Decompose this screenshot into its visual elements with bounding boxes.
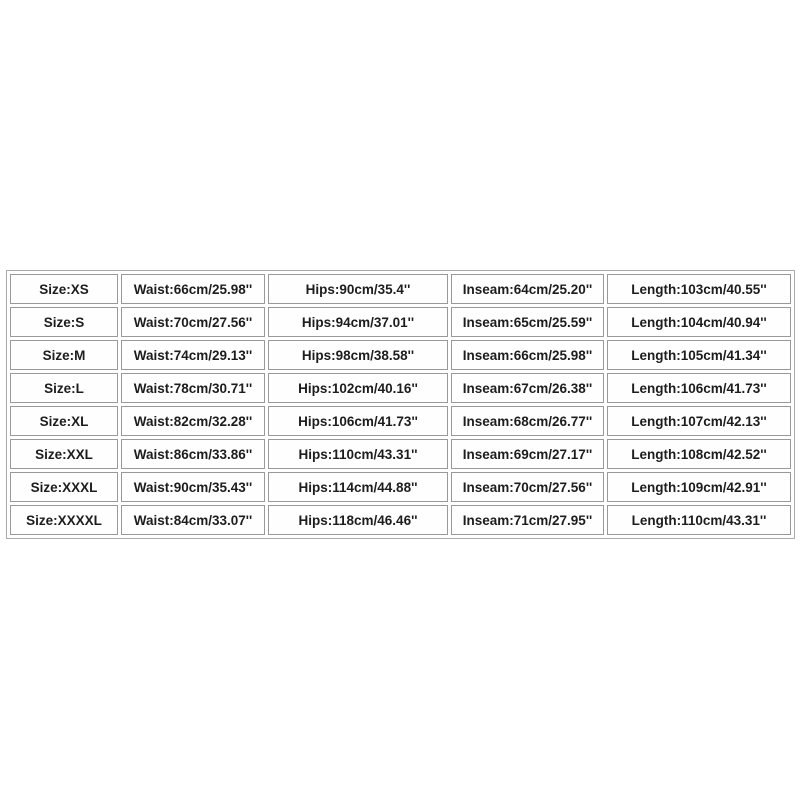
table-row — [10, 505, 791, 535]
table-row — [10, 373, 791, 403]
waist-cell: Waist:74cm/29.13'' — [121, 340, 265, 370]
table-row — [10, 439, 791, 469]
waist-cell: Waist:66cm/25.98'' — [121, 274, 265, 304]
length-cell: Length:109cm/42.91'' — [607, 472, 791, 502]
length-cell: Length:105cm/41.34'' — [607, 340, 791, 370]
waist-cell: Waist:70cm/27.56'' — [121, 307, 265, 337]
length-cell: Length:108cm/42.52'' — [607, 439, 791, 469]
inseam-cell: Inseam:69cm/27.17'' — [451, 439, 604, 469]
size-cell: Size:XXL — [10, 439, 118, 469]
length-cell: Length:110cm/43.31'' — [607, 505, 791, 535]
hips-cell: Hips:102cm/40.16'' — [268, 373, 448, 403]
size-cell: Size:L — [10, 373, 118, 403]
size-chart-table — [6, 270, 795, 539]
length-cell: Length:107cm/42.13'' — [607, 406, 791, 436]
hips-cell: Hips:118cm/46.46'' — [268, 505, 448, 535]
hips-cell: Hips:110cm/43.31'' — [268, 439, 448, 469]
table-row — [10, 406, 791, 436]
hips-cell: Hips:94cm/37.01'' — [268, 307, 448, 337]
waist-cell: Waist:82cm/32.28'' — [121, 406, 265, 436]
inseam-cell: Inseam:70cm/27.56'' — [451, 472, 604, 502]
hips-cell: Hips:106cm/41.73'' — [268, 406, 448, 436]
waist-cell: Waist:84cm/33.07'' — [121, 505, 265, 535]
table-row — [10, 307, 791, 337]
inseam-cell: Inseam:68cm/26.77'' — [451, 406, 604, 436]
waist-cell: Waist:78cm/30.71'' — [121, 373, 265, 403]
length-cell: Length:104cm/40.94'' — [607, 307, 791, 337]
inseam-cell: Inseam:67cm/26.38'' — [451, 373, 604, 403]
inseam-cell: Inseam:64cm/25.20'' — [451, 274, 604, 304]
hips-cell: Hips:98cm/38.58'' — [268, 340, 448, 370]
length-cell: Length:106cm/41.73'' — [607, 373, 791, 403]
size-cell: Size:XXXXL — [10, 505, 118, 535]
table-row — [10, 340, 791, 370]
inseam-cell: Inseam:65cm/25.59'' — [451, 307, 604, 337]
length-cell: Length:103cm/40.55'' — [607, 274, 791, 304]
hips-cell: Hips:90cm/35.4'' — [268, 274, 448, 304]
size-cell: Size:S — [10, 307, 118, 337]
size-cell: Size:XL — [10, 406, 118, 436]
table-row — [10, 274, 791, 304]
inseam-cell: Inseam:71cm/27.95'' — [451, 505, 604, 535]
size-cell: Size:XS — [10, 274, 118, 304]
size-cell: Size:M — [10, 340, 118, 370]
inseam-cell: Inseam:66cm/25.98'' — [451, 340, 604, 370]
size-cell: Size:XXXL — [10, 472, 118, 502]
waist-cell: Waist:90cm/35.43'' — [121, 472, 265, 502]
table-row — [10, 472, 791, 502]
waist-cell: Waist:86cm/33.86'' — [121, 439, 265, 469]
hips-cell: Hips:114cm/44.88'' — [268, 472, 448, 502]
